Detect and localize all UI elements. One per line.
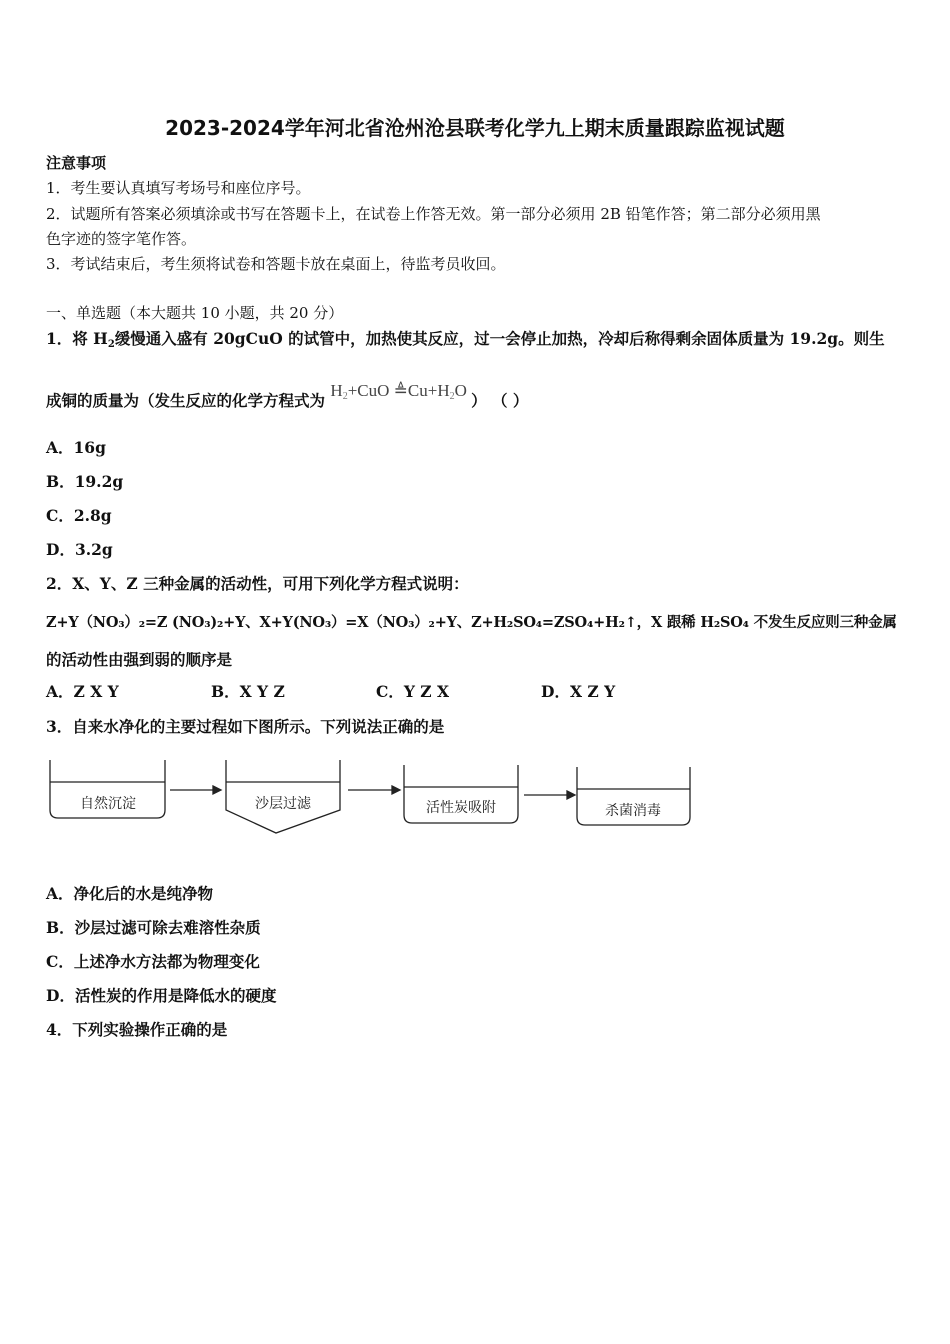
option-d: D．X Z Y	[541, 682, 616, 701]
option-b: B．沙层过滤可除去难溶性杂质	[46, 918, 261, 937]
option-c: C．2.8g	[46, 506, 112, 525]
option-a: A．16g	[46, 438, 106, 457]
section-heading: 一、单选题（本大题共 10 小题，共 20 分）	[46, 304, 344, 322]
option-c: C．Y Z X	[376, 682, 450, 701]
arrow-icon	[567, 791, 575, 799]
option-a: A．Z X Y	[46, 682, 119, 701]
option-b: B．X Y Z	[211, 682, 285, 701]
water-purification-diagram	[40, 755, 700, 840]
question-2-line: 的活动性由强到弱的顺序是	[46, 650, 233, 669]
notice-heading: 注意事项	[46, 154, 107, 172]
arrow-icon	[392, 786, 400, 794]
question-3-line: 3．自来水净化的主要过程如下图所示。下列说法正确的是	[46, 717, 445, 736]
diagram-label: 活性炭吸附	[426, 800, 496, 816]
option-b: B．19.2g	[46, 472, 124, 491]
question-2-line: 2．X、Y、Z 三种金属的活动性，可用下列化学方程式说明：	[46, 574, 469, 593]
page-title: 2023-2024学年河北省沧州沧县联考化学九上期末质量跟踪监视试题	[165, 116, 785, 140]
chemical-equation: $H_2+CuO$ $≜Cu+H_2O$	[330, 381, 467, 402]
diagram-label: 自然沉淀	[80, 796, 136, 812]
notice-item: 1．考生要认真填写考场号和座位序号。	[46, 179, 311, 197]
question-1-line: 成铜的质量为（发生反应的化学方程式为 $H_2+CuO$ $≜Cu+H_2O$ ） （ ）	[46, 381, 529, 410]
notice-item: 2．试题所有答案必须填涂或书写在答题卡上，在试卷上作答无效。第一部分必须用 2B 铅笔作答；第二部分必须用黑	[46, 205, 821, 223]
option-d: D．活性炭的作用是降低水的硬度	[46, 986, 277, 1005]
diagram-label: 杀菌消毒	[605, 803, 661, 819]
question-1-line: 1．将 $H_2$缓慢通入盛有 20gCuO 的试管中，加热使其反应，过一会停止加热，冷却后称得剩余固体质量为 19.2g。则生	[46, 329, 885, 350]
question-4-line: 4．下列实验操作正确的是	[46, 1020, 228, 1039]
question-2-line: Z+Y（NO₃）₂=Z (NO₃)₂+Y、X+Y(NO₃）=X（NO₃）₂+Y、Z+H₂SO₄=ZSO₄+H₂↑，X 跟稀 H₂SO₄ 不发生反应则三种金属	[46, 614, 897, 631]
option-c: C．上述净水方法都为物理变化	[46, 952, 260, 971]
notice-item: 色字迹的签字笔作答。	[46, 230, 197, 248]
option-a: A．净化后的水是纯净物	[46, 884, 214, 903]
option-d: D．3.2g	[46, 540, 113, 559]
diagram-label: 沙层过滤	[255, 796, 311, 812]
notice-item: 3．考试结束后，考生须将试卷和答题卡放在桌面上，待监考员收回。	[46, 255, 506, 273]
arrow-icon	[213, 786, 221, 794]
